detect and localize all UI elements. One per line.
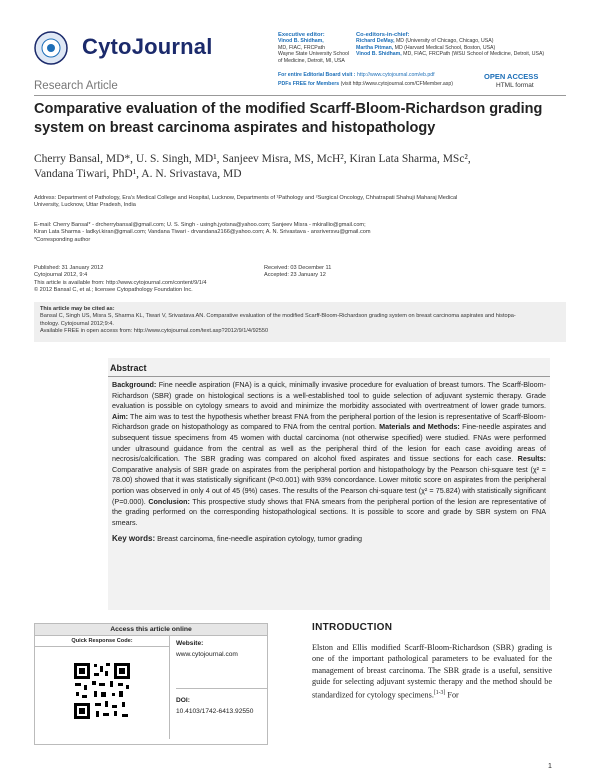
background-label: Background: [112,380,157,389]
author-list [34,152,574,182]
article-type: Research Article [34,80,118,92]
conclusion-text: This prospective study shows that FNA smears from the peripheral portion of the lesion are representative of the grading performed on the corresponding histopathological sections. It is possible to score and grade by SBR system on FNA smears. [112,496,546,527]
available-from[interactable]: This article is available from: http://www.cytojournal.com/content/9/1/4 [34,279,207,286]
results-label: Results: [517,454,546,464]
address-line: University, Lucknow, Uttar Pradesh, India [34,202,136,209]
executive-editor-label: Executive editor: [278,32,325,38]
intro-body: Elston and Ellis modified Scarff-Bloom-Richardson (SBR) grading is one of the important pathological parameters to be evaluated for the management of breast carcinoma. The SBR grade is a useful, sensitive guide for selecting adjuvant systemic therapy and the method should be standardized for cytology specimens. [312,643,552,700]
aim-label: Aim: [112,411,128,421]
copyright: © 2012 Bansal C, et al.; licensee Cytopathology Foundation Inc. [34,287,193,294]
doi-value[interactable]: 10.4103/1742-6413.92550 [176,708,254,715]
email-line: Kiran Lata Sharma - ladkyi.kiran@gmail.com; Vandana Tiwari - drvandana2166@yahoo.com; A. N. Srivastava - ansriversvu@gmail.com [34,229,371,236]
qr-label: Quick Response Code: [35,636,169,647]
abstract-body [108,377,550,528]
results-text: Comparative analysis of SBR grade on aspirates from the peripheral portion and histopathology by the Pearson chi-square test (χ² = 78.00) showed that it was statistically significant (P<0.001) with 93% concordance. Lower mitotic score on aspirates from the peripheral portion was observed in only 4 out of 45 (9%) cases. The results of the Pearson chi-square test (χ² = 75.824) with statistically significant (P=0.000). [112,464,546,506]
board-label: For entire Editorial Board visit : [278,72,356,78]
aim-text: The aim was to test the hypothesis whether breast FNA from the peripheral portion of the lesion is representative of Scarff-Bloom-Richardson grade on histopathology as compared to FNA from the central portion. [112,411,546,432]
keywords-label: Key words: [112,534,156,544]
coeditor-detail: MD (University of Chicago, Chicago, USA) [394,38,494,45]
pdfs-link[interactable]: (visit http://www.cytojournal.com/CFMember.asp) [339,81,453,88]
website-link[interactable]: www.cytojournal.com [176,651,238,658]
executive-editor-name: Vinod B. Shidham, [278,38,324,45]
intro-tail: For [445,690,459,700]
header-divider [34,95,566,96]
received-date: Received: 03 December 11 [264,265,332,271]
coeditor-name: Vinod B. Shidham, [356,51,402,58]
doi-label: DOI: [176,697,190,704]
keywords-list: Breast carcinoma, fine-needle aspiration cytology, tumor grading [155,534,362,544]
introduction-text [312,642,552,701]
published-date: Published: 31 January 2012 [34,265,104,271]
address-line: Address: Department of Pathology, Era's Medical College and Hospital, Lucknow, Departments of ¹Pathology and ²Surgical Oncology, Chhatrapati Shahuji Maharaj Medical [34,195,458,201]
article-title: Comparative evaluation of the modified Scarff-Bloom-Richardson grading system on breast carcinoma aspirates and histopathology [34,101,543,136]
cite-line: Bansal C, Singh US, Misra S, Sharma KL, Tiwari V, Srivastava AN. Comparative evaluation of the modified Scarff-Bloom-Richardson grading system on breast carcinoma aspirates and histopa- [40,313,516,320]
intro-citation: [1-3] [433,689,446,696]
page-number: 1 [548,763,552,770]
received-accepted [264,265,384,280]
cite-label: This article may be cited as: [40,306,115,312]
authors-line: Vandana Tiwari, PhD¹, A. N. Srivastava, MD [34,168,242,180]
background-text: Fine needle aspiration (FNA) is a quick, minimally invasive procedure for evaluation of breast tumors. The Scarff-Bloom-Richardson (SBR) grade on histological sections is a well-established tool to guide selection of adjuvant systemic therapy. Grade evaluation is possible on cytology smears to avoid and minimize the morbidity associated with overtreatment of lower grade tumors. [112,380,546,411]
journal-logo [30,30,72,66]
access-heading: Access this article online [35,624,267,636]
coeditor-detail: MD, FIAC, FRCPath (WSU School of Medicine, Detroit, USA) [401,51,545,58]
keywords [108,528,550,545]
coeditor-name: Richard DeMay, [356,38,395,45]
editorial-links [278,72,478,88]
coeditors-label: Co-editors-in-chief: [356,32,410,38]
methods-text: Fine-needle aspirates and subsequent tissue specimens from 45 women with ductal carcinoma (not otherwise specified) were studied. FNAs were performed under ultrasound guidance from the central as well as the peripheral third of the lesion for each case avoiding areas of necrosis/calcification. The SBR grading was compared on alcohol fixed aspirates and tissue sections for each case. [112,422,546,464]
accepted-date: Accepted: 23 January 12 [264,272,326,279]
board-link[interactable]: http://www.cytojournal.com/eb.pdf [355,72,435,78]
methods-label: Materials and Methods: [379,422,460,432]
coeditor-detail: MD (Harvard Medical School, Boston, USA) [393,44,496,51]
address-block [34,195,574,210]
pdfs-label: PDFs FREE for Members [278,81,340,88]
html-format-label: HTML format [496,82,534,89]
publication-info [34,265,274,295]
coeditor-name: Martha Pitman, [356,44,394,51]
qr-code-icon[interactable] [72,661,132,721]
conclusion-label: Conclusion: [148,496,190,506]
website-label: Website: [176,640,204,647]
authors-line: Cherry Bansal, MD*, U. S. Singh, MD¹, Sanjeev Misra, MS, McH², Kiran Lata Sharma, MSc², [34,153,471,165]
corresponding-author: *Corresponding author [34,236,91,243]
journal-name: CytoJournal [82,34,213,59]
access-article-box [34,623,268,745]
email-block [34,222,574,244]
abstract-heading: Abstract [110,363,147,373]
citation-box [34,302,566,342]
executive-editor-block [278,32,354,64]
open-access-badge: OPEN ACCESS [484,72,539,81]
coeditors-block [356,32,571,58]
cite-line: thology. Cytojournal 2012;9:4. [40,320,114,327]
executive-editor-line: MD, FIAC, FRCPath [278,44,325,51]
free-access-line[interactable]: Available FREE in open access from: http://www.cytojournal.com/text.asp?2012/9/1/4/92550 [40,328,269,335]
email-line: E-mail: Cherry Bansal* - drcherrybansal@gmail.com; U. S. Singh - usingh.jyotsna@yahoo.com; Sanjeev Misra - mkirallio@gmail.com; [34,222,366,228]
executive-editor-line: Wayne State University School [278,51,350,58]
executive-editor-line: of Medicine, Detroit, MI, USA [278,57,345,64]
introduction-heading: INTRODUCTION [312,622,393,633]
journal-reference: Cytojournal 2012, 9:4 [34,272,88,279]
abstract-box [108,358,550,610]
